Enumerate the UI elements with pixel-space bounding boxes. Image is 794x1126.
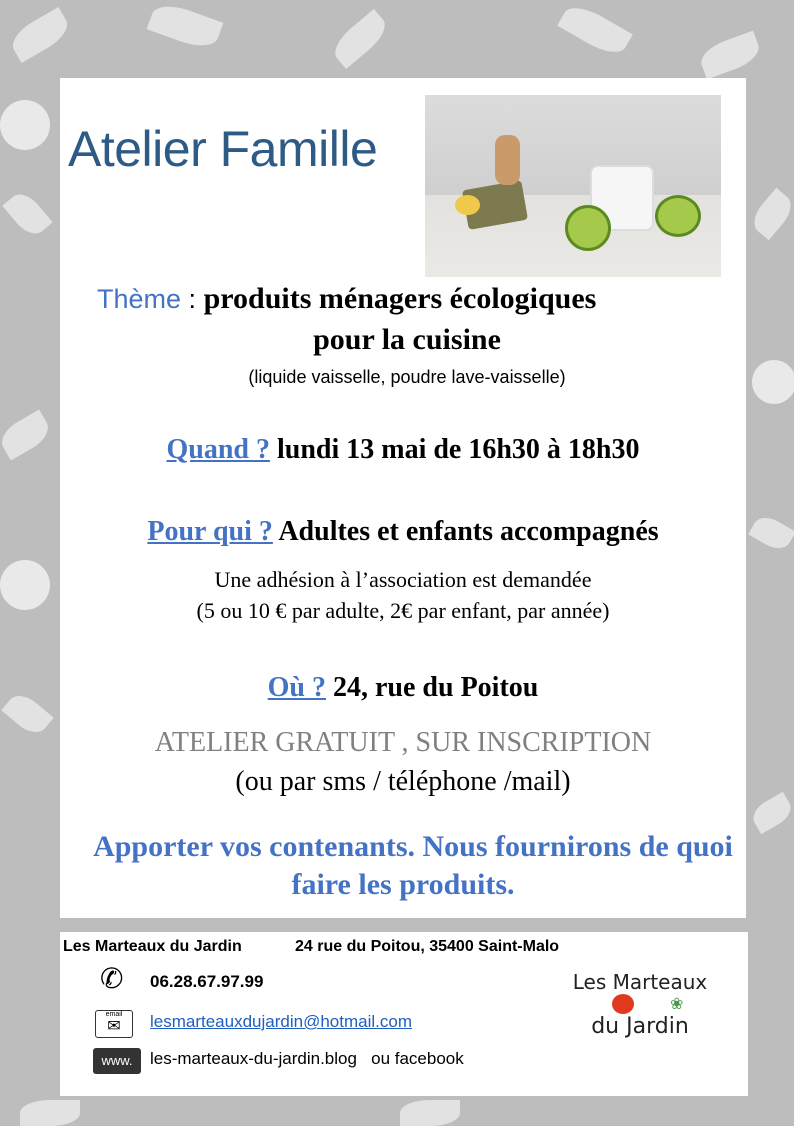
logo-line2: du Jardin: [591, 1014, 689, 1039]
phone-number: 06.28.67.97.99: [150, 972, 264, 991]
free-registration: ATELIER GRATUIT , SUR INSCRIPTION: [154, 727, 652, 758]
who-line: [60, 516, 746, 548]
theme-note: (liquide vaisselle, poudre lave-vaisselle): [248, 367, 566, 387]
where-line: [60, 672, 746, 704]
who-label: Pour qui ?: [147, 516, 273, 547]
email-link[interactable]: lesmarteauxdujardin@hotmail.com: [150, 1012, 412, 1031]
membership-note: Une adhésion à l’association est demandée: [214, 567, 592, 592]
website-line: [150, 1049, 464, 1069]
theme-label: Thème: [97, 284, 182, 314]
theme-line: [97, 282, 596, 316]
flyer-main-panel: [60, 78, 746, 918]
org-address: 24 rue du Poitou, 35400 Saint-Malo: [295, 938, 560, 955]
theme-sep: :: [181, 284, 204, 314]
contact-methods: (ou par sms / téléphone /mail): [235, 766, 571, 797]
theme-line2: pour la cuisine: [313, 323, 501, 356]
bring-line2: faire les produits.: [291, 868, 515, 901]
when-value: lundi 13 mai de 16h30 à 18h30: [269, 434, 640, 465]
bring-line1: Apporter vos contenants. Nous fournirons de quoi: [93, 830, 733, 863]
facebook-text: ou facebook: [371, 1049, 464, 1068]
eco-products-photo: [425, 95, 721, 277]
when-line: [60, 434, 746, 466]
phone-icon: ✆: [100, 964, 124, 995]
footer-panel: [60, 932, 748, 1096]
email-icon-label: email: [105, 1011, 123, 1018]
theme-line1: produits ménagers écologiques: [203, 282, 597, 315]
org-name: Les Marteaux du Jardin: [63, 938, 242, 955]
membership-price: (5 ou 10 € par adulte, 2€ par enfant, par année): [196, 598, 610, 623]
www-icon-label: www.: [101, 1053, 133, 1068]
where-value: 24, rue du Poitou: [326, 672, 539, 703]
logo-line1: Les Marteaux: [572, 970, 708, 994]
who-value: Adultes et enfants accompagnés: [272, 516, 659, 547]
where-label: Où ?: [267, 672, 326, 703]
page-title: Atelier Famille: [68, 121, 378, 177]
email-icon: email ✉: [95, 1010, 133, 1038]
website-link[interactable]: les-marteaux-du-jardin.blog: [150, 1049, 357, 1068]
when-label: Quand ?: [166, 434, 270, 465]
www-icon: [93, 1048, 141, 1074]
org-logo: Les Marteaux ❀ du Jardin: [560, 970, 720, 1039]
